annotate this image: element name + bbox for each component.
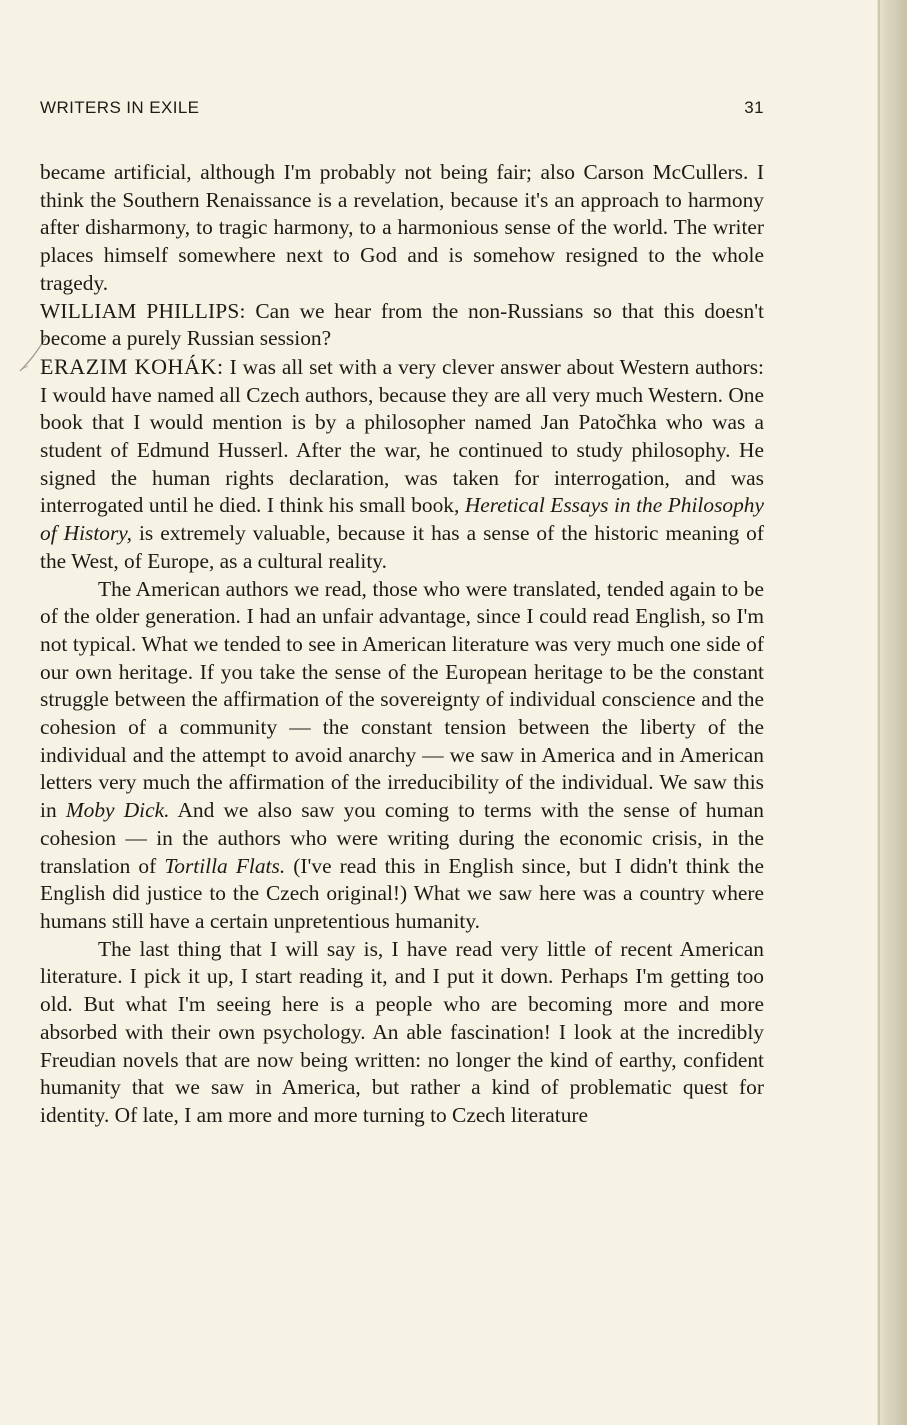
paragraph-text: is extremely valuable, because it has a sense of the historic meaning of the West, of Europe, as a cultural reality. [40,521,764,573]
paragraph-text: I was all set with a very clever answer about Western authors: I would have named all Czech authors, because they are all very much Western. One book that I would mention is by a philosopher named Jan Patočhka who was a student of Edmund Husserl. After the war, he continued to study philosophy. He signed the human rights declaration, was taken for interrogation, and was interrogated until he died. I think his small book, [40,354,764,518]
page-gutter-shadow [877,0,907,1425]
paragraph [40,298,764,353]
paragraph-text: (I've read this in English since, but I didn't think the English did justice to the Czech original!) What we saw here was a country where humans still have a certain unpretentious humanity. [40,853,764,933]
speaker-name: WILLIAM PHILLIPS: [40,298,246,323]
page-header [40,98,764,124]
book-title: Heretical Essays in the Philosophy of History, [40,493,764,546]
paragraph [40,936,764,1130]
paragraph-text: And we also saw you coming to terms with the sense of human cohesion — in the authors who were writing during the economic crisis, in the translation of [40,798,764,878]
paragraph [40,576,764,936]
speaker-name: ERAZIM KOHÁK: [40,353,224,379]
page-number: 31 [744,98,764,117]
paragraph [40,353,764,576]
body-text [40,159,764,1130]
paragraph-text: The American authors we read, those who were translated, tended again to be of the older generation. I had an unfair advantage, since I could read English, so I'm not typical. What we tended to see in American literature was very much one side of our own heritage. If you take the sense of the European heritage to be the constant struggle between the affirmation of the sovereignty of individual conscience and the cohesion of a community — the constant tension between the liberty of the individual and the attempt to avoid anarchy — we saw in America and in American letters very much the affirmation of the irreducibility of the individual. We saw this in [40,576,764,823]
paragraph-text: became artificial, although I'm probably not being fair; also Carson McCullers. I think the Southern Renaissance is a revelation, because it's an approach to harmony after disharmony, to tragic harmony, to a harmonious sense of the world. The writer places himself somewhere next to God and is somehow resigned to the whole tragedy. [40,160,764,295]
paragraph [40,159,764,298]
book-title: Tortilla Flats. [164,853,286,878]
page-gutter-edge [878,0,880,1425]
paragraph-text: Can we hear from the non-Russians so that this doesn't become a purely Russian session? [40,298,764,351]
running-head: WRITERS IN EXILE [40,98,200,117]
book-title: Moby Dick. [65,798,170,823]
paragraph-text: The last thing that I will say is, I have read very little of recent American literature. I pick it up, I start reading it, and I put it down. Perhaps I'm getting too old. But what I'm seeing here is a people who are becoming more and more absorbed with their own psychology. An able fascination! I look at the incredibly Freudian novels that are now being written: no longer the kind of earthy, confident humanity that we saw in America, but rather a kind of problematic quest for identity. Of late, I am more and more turning to Czech literature [40,936,764,1127]
